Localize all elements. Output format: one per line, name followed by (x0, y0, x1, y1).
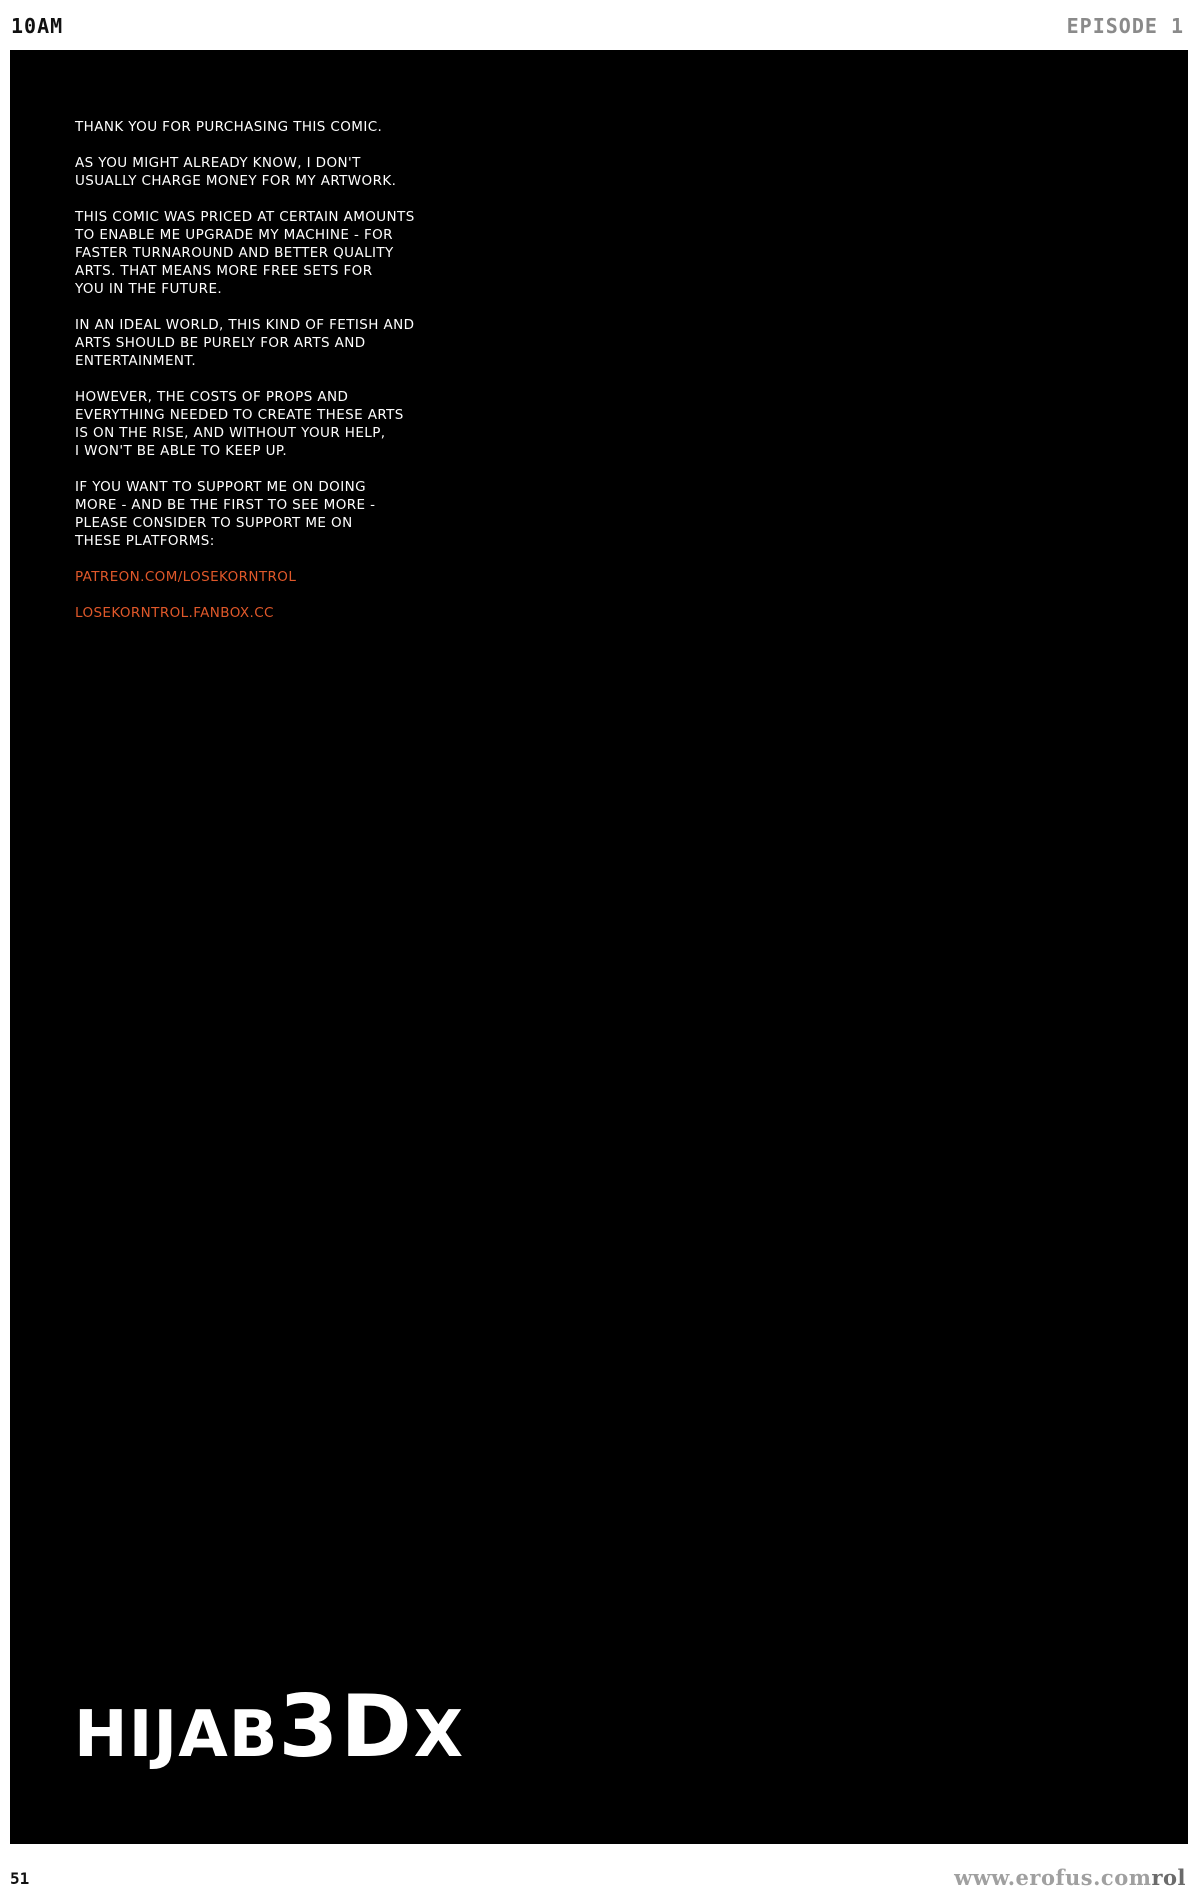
hijab3dx-logo (74, 1677, 464, 1777)
page-number: 51 (10, 1869, 30, 1888)
letter-paragraph: THIS COMIC WAS PRICED AT CERTAIN AMOUNTS TO ENABLE ME UPGRADE MY MACHINE - FOR FASTER TURNAROUND AND BETTER QUALITY ARTS. THAT MEANS MORE FREE SETS FOR YOU IN THE FUTURE. (75, 209, 415, 297)
letter-paragraph: THANK YOU FOR PURCHASING THIS COMIC. (75, 119, 383, 135)
letter-paragraph: HOWEVER, THE COSTS OF PROPS AND EVERYTHING NEEDED TO CREATE THESE ARTS IS ON THE RISE, AND WITHOUT YOUR HELP, I WON'T BE ABLE TO KEEP UP. (75, 389, 404, 459)
letter-paragraph: AS YOU MIGHT ALREADY KNOW, I DON'T USUALLY CHARGE MONEY FOR MY ARTWORK. (75, 155, 397, 189)
logo-main-text: HIJAB (74, 1698, 279, 1772)
header-episode-label: EPISODE 1 (1066, 14, 1184, 38)
comic-panel (10, 50, 1188, 1844)
letter-paragraph: IN AN IDEAL WORLD, THIS KIND OF FETISH AND ARTS SHOULD BE PURELY FOR ARTS AND ENTERTAINMENT. (75, 317, 415, 369)
logo-suffix-text: X (413, 1698, 464, 1772)
patreon-link[interactable]: PATREON.COM/LOSEKORNTROL (75, 569, 297, 585)
letter-paragraph: IF YOU WANT TO SUPPORT ME ON DOING MORE - AND BE THE FIRST TO SEE MORE - PLEASE CONSIDER TO SUPPORT ME ON THESE PLATFORMS: (75, 479, 376, 549)
watermark-text: www.erofus.com (954, 1865, 1152, 1890)
header-series-title: 10AM (11, 14, 64, 38)
thank-you-letter (75, 118, 495, 640)
fanbox-link[interactable]: LOSEKORNTROL.FANBOX.CC (75, 605, 274, 621)
logo-number-text: 3D (278, 1677, 414, 1777)
watermark-tail: rol (1151, 1865, 1186, 1890)
footer-watermark (954, 1865, 1186, 1890)
